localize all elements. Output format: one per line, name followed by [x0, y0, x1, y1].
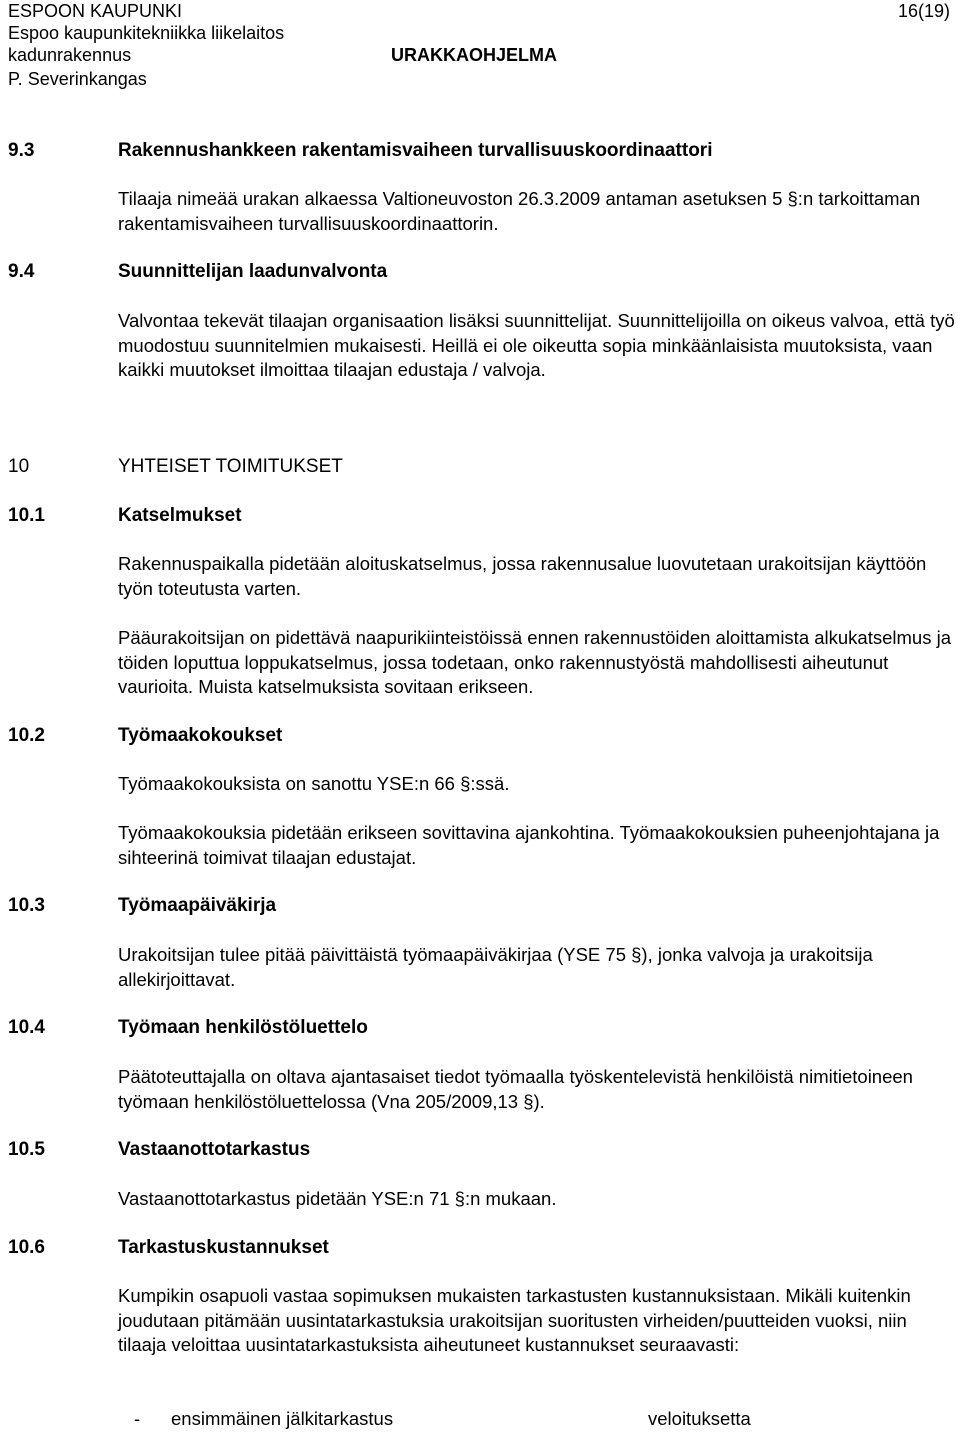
section-title: Tarkastuskustannukset	[118, 1237, 329, 1258]
section-heading-9-4	[8, 260, 387, 284]
section-number: 10	[8, 456, 30, 477]
section-title: Työmaapäiväkirja	[118, 895, 277, 916]
section-heading-10-5	[8, 1138, 310, 1162]
section-title: Työmaan henkilöstöluettelo	[118, 1017, 368, 1038]
section-9-3-paragraph: Tilaaja nimeää urakan alkaessa Valtioneuvoston 26.3.2009 antaman asetuksen 5 §:n tarkoittaman rakentamisvaiheen turvallisuuskoordinaattorin.	[118, 188, 921, 234]
section-heading-9-3	[8, 139, 712, 163]
section-title: YHTEISET TOIMITUKSET	[118, 456, 343, 477]
section-heading-10-3	[8, 894, 276, 918]
section-heading-10-2	[8, 724, 282, 748]
section-title: Työmaakokoukset	[118, 725, 283, 746]
section-title: Katselmukset	[118, 505, 242, 526]
section-heading-10-1	[8, 504, 242, 528]
section-10-4-paragraph: Päätoteuttajalla on oltava ajantasaiset tiedot työmaalla työskentelevistä henkilöistä nimitietoineen työmaan henkilöstöluettelossa (Vna 205/2009,13 §).	[118, 1066, 913, 1112]
section-title: Vastaanottotarkastus	[118, 1139, 311, 1160]
header-person: P. Severinkangas	[8, 69, 147, 89]
section-heading-10-6	[8, 1236, 329, 1260]
section-9-4-paragraph: Valvontaa tekevät tilaajan organisaation lisäksi suunnittelijat. Suunnittelijoilla on oikeus valvoa, että työ muodostuu suunnitelmien mukaisesti. Heillä ei ole oikeutta sopia minkäänlaisista muutoksista, vaan kaikki muutokset ilmoittaa tilaajan edustaja / valvoja.	[118, 310, 955, 380]
header-organization: ESPOON KAUPUNKI	[8, 1, 183, 21]
section-number: 10.2	[8, 725, 45, 746]
list-dash: -	[134, 1408, 141, 1429]
section-title: Rakennushankkeen rakentamisvaiheen turvallisuuskoordinaattori	[118, 140, 713, 161]
section-heading-10	[8, 455, 343, 479]
section-number: 10.5	[8, 1139, 45, 1160]
section-10-2-paragraph-2: Työmaakokouksia pidetään erikseen sovittavina ajankohtina. Työmaakokouksien puheenjohtajana ja sihteerinä toimivat tilaajan edustajat.	[118, 822, 940, 868]
section-10-3-paragraph: Urakoitsijan tulee pitää päivittäistä työmaapäiväkirjaa (YSE 75 §), jonka valvoja ja urakoitsija allekirjoittavat.	[118, 944, 873, 990]
section-number: 10.3	[8, 895, 45, 916]
section-10-1-paragraph-2: Pääurakoitsijan on pidettävä naapurikiinteistöissä ennen rakennustöiden aloittamista alkukatselmus ja töiden loputtua loppukatselmus, jossa todetaan, onko rakennustyöstä mahdollisesti aiheutunut vaurioita. Muista katselmuksista sovitaan erikseen.	[118, 627, 951, 697]
section-number: 10.1	[8, 505, 45, 526]
header-unit: kadunrakennus	[8, 45, 132, 65]
page-number: 16(19)	[897, 1, 950, 21]
section-10-2-paragraph-1: Työmaakokouksista on sanottu YSE:n 66 §:ssä.	[118, 773, 510, 794]
header-suborganization: Espoo kaupunkitekniikka liikelaitos	[8, 23, 285, 43]
section-10-1-paragraph-1: Rakennuspaikalla pidetään aloituskatselmus, jossa rakennusalue luovutetaan urakoitsijan käyttöön työn toteutusta varten.	[118, 553, 927, 599]
list-item-label: ensimmäinen jälkitarkastus	[171, 1408, 394, 1429]
header-doc-type: URAKKAOHJELMA	[391, 45, 557, 65]
section-heading-10-4	[8, 1016, 368, 1040]
list-item-value: veloituksetta	[648, 1408, 751, 1429]
section-number: 9.4	[8, 261, 35, 282]
section-10-5-paragraph: Vastaanottotarkastus pidetään YSE:n 71 §:n mukaan.	[118, 1188, 557, 1209]
section-10-6-paragraph: Kumpikin osapuoli vastaa sopimuksen mukaisten tarkastusten kustannuksistaan. Mikäli kuitenkin joudutaan pitämään uusintatarkastuksia urakoitsijan suoritusten virheiden/puutteiden vuoksi, niin tilaaja veloittaa uusintatarkastuksista aiheutuneet kustannukset seuraavasti:	[118, 1285, 911, 1355]
section-number: 10.6	[8, 1237, 45, 1258]
section-title: Suunnittelijan laadunvalvonta	[118, 261, 388, 282]
section-number: 10.4	[8, 1017, 45, 1038]
section-number: 9.3	[8, 140, 35, 161]
